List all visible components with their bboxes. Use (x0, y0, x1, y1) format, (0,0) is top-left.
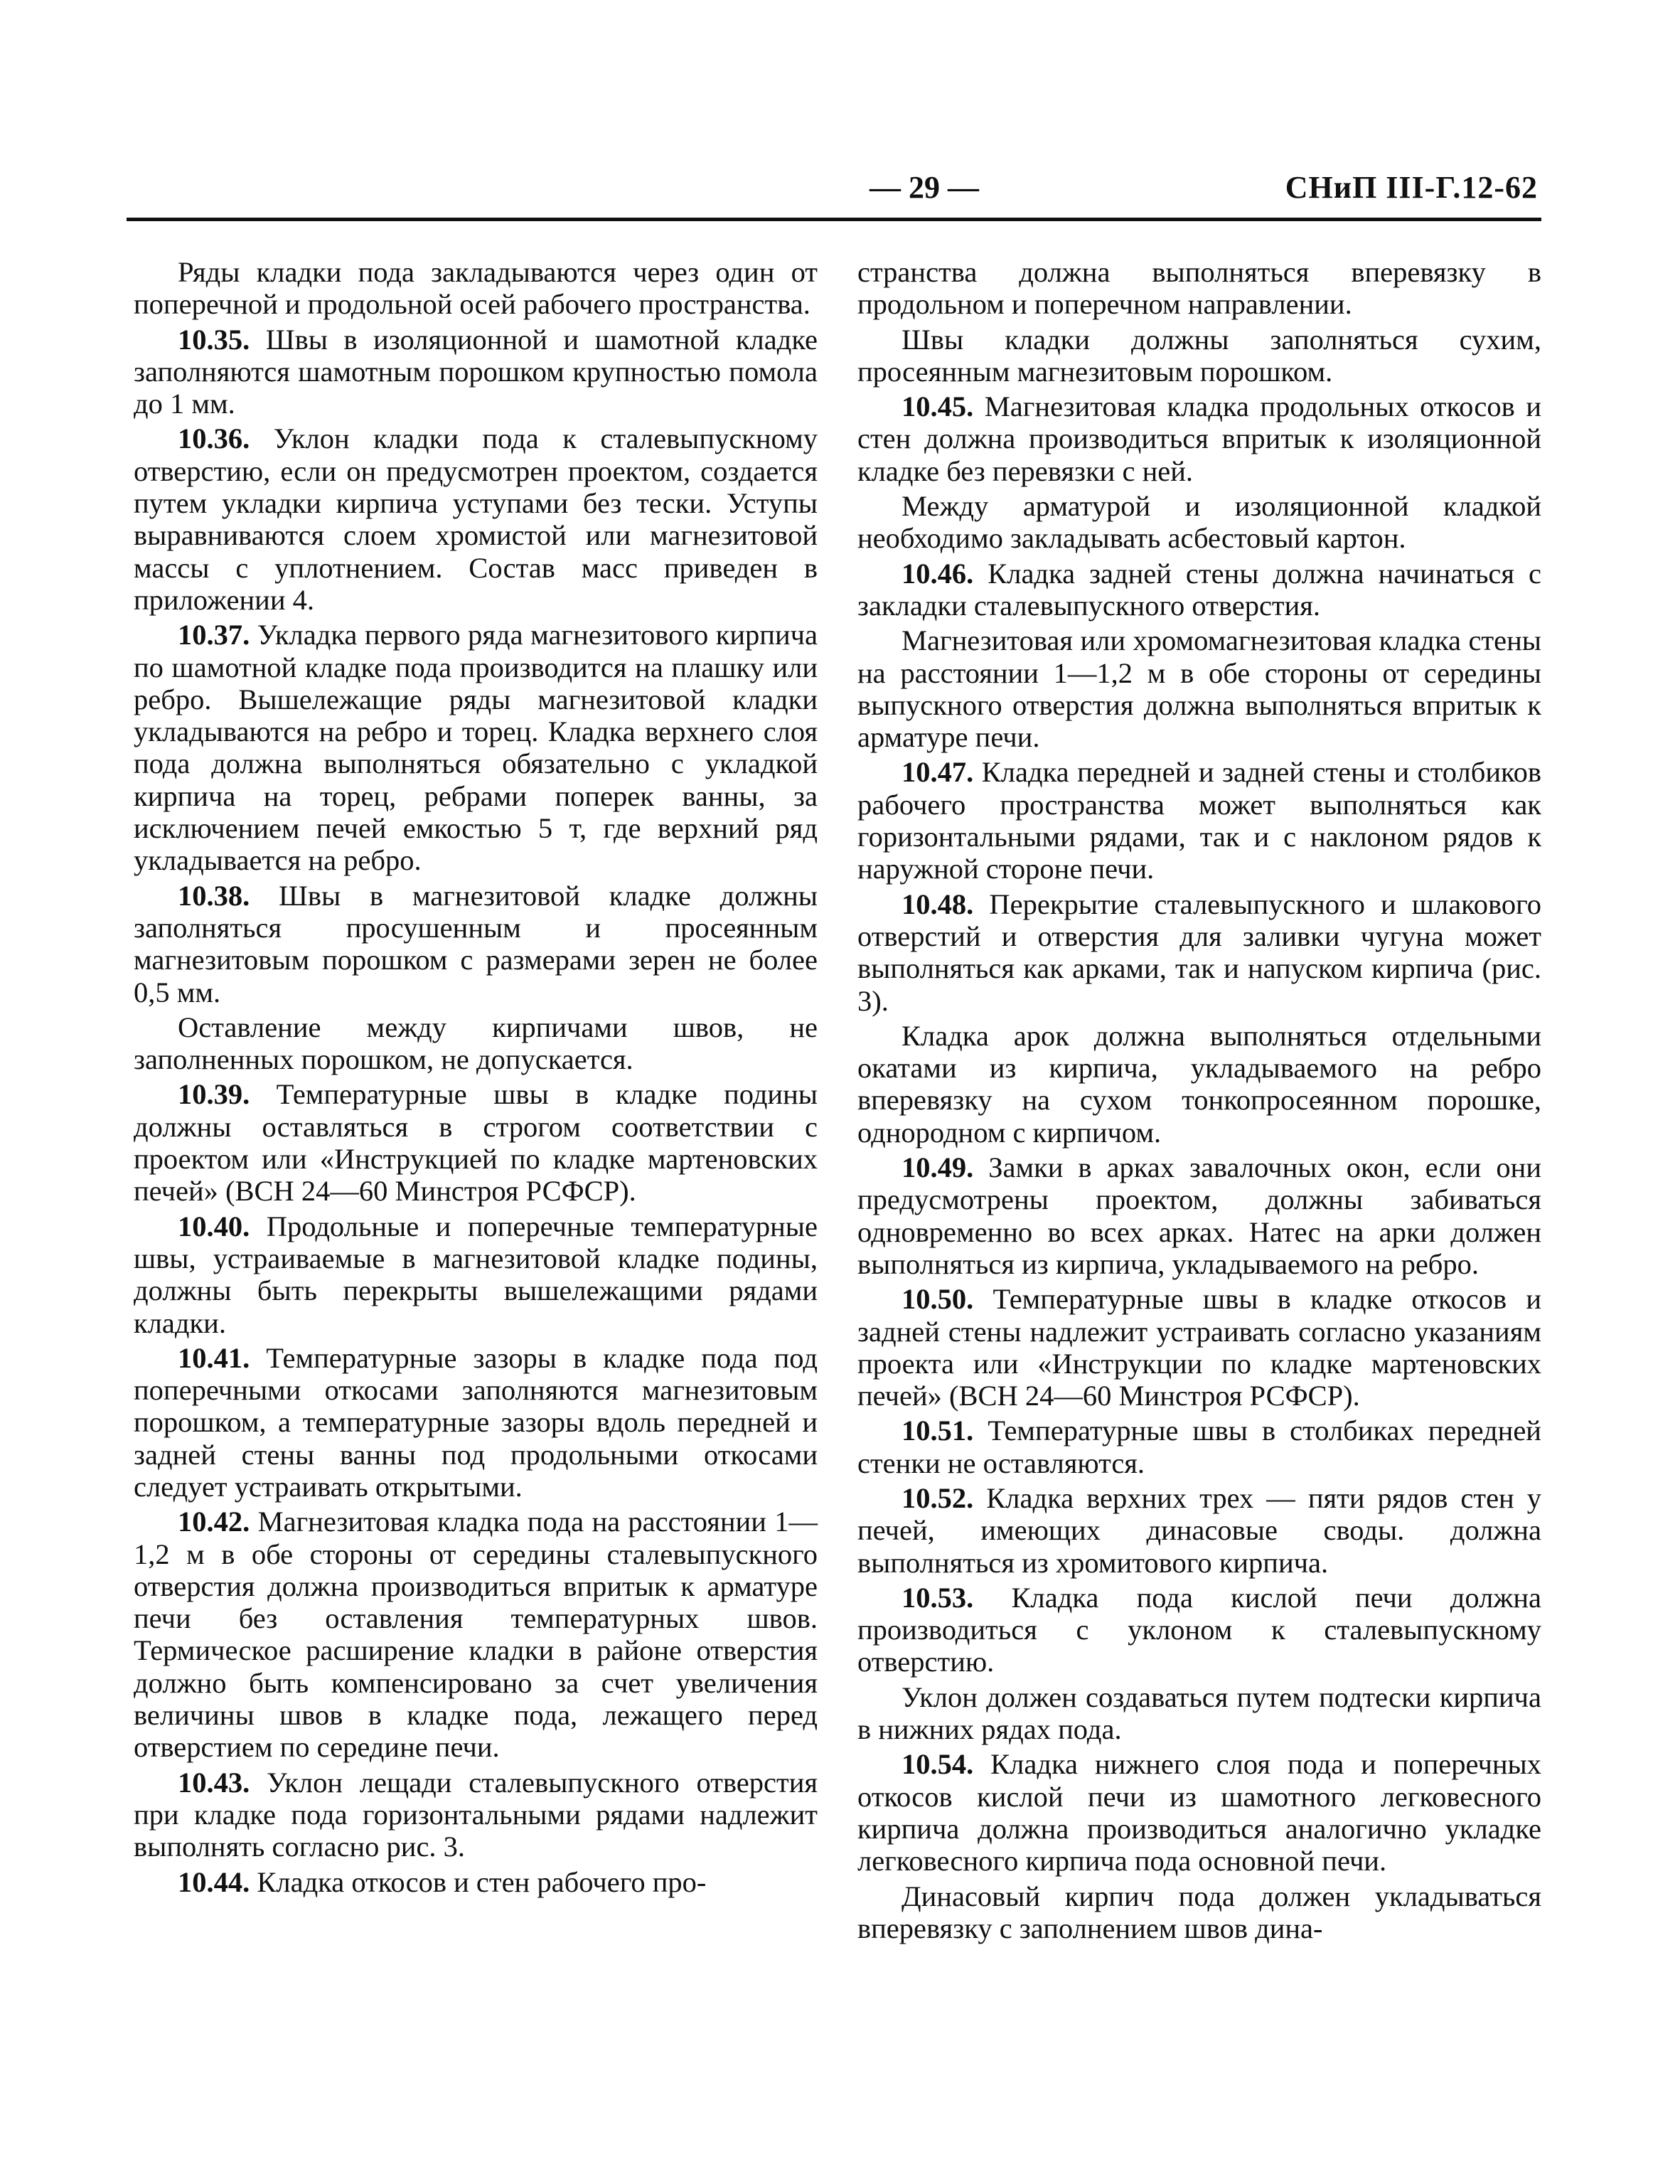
paragraph (134, 324, 818, 420)
paragraph-text: Кладка арок должна выполняться отдельными окатами из кирпича, укладываемого на ребро вперевязку на сухом тонкопросеянном порошке, однородном с кирпичом. (857, 1019, 1541, 1149)
paragraph-text: Магнезитовая кладка пода на расстоянии 1—1,2 м в обе стороны от середины сталевыпускного отверстия должна производиться впритык к арматуре печи без оставления температурных швов. Термическое расширение кладки в районе отверстия должно быть компенсировано за счет увеличения величины швов в кладке пода, лежащего перед отверстием по середине печи. (134, 1506, 818, 1764)
paragraph-text: Магнезитовая кладка продольных откосов и стен должна производиться впритык к изоляционной кладке без перевязки с ней. (857, 390, 1541, 487)
clause-number: 10.40. (178, 1210, 250, 1242)
paragraph (857, 1020, 1541, 1149)
paragraph (134, 256, 818, 321)
paragraph (857, 1681, 1541, 1746)
paragraph-text: Кладка откосов и стен рабочего про- (250, 1865, 707, 1898)
paragraph-text: Продольные и поперечные температурные швы, устраиваемые в магнезитовой кладке подины, должны быть перекрыты вышележащими рядами кладки. (134, 1210, 818, 1339)
paragraph (134, 422, 818, 616)
paragraph (134, 1866, 818, 1898)
paragraph-text: Ряды кладки пода закладываются через один от поперечной и продольной осей рабочего пространства. (134, 256, 818, 321)
paragraph (134, 1767, 818, 1863)
clause-number: 10.51. (901, 1415, 974, 1447)
paragraph-text: Уклон должен создаваться путем подтески кирпича в нижних рядах пода. (857, 1680, 1541, 1746)
paragraph-text: странства должна выполняться вперевязку в продольном и поперечном направлении. (857, 256, 1541, 321)
paragraph (857, 1748, 1541, 1877)
page-number: — 29 — (870, 170, 979, 205)
header-rule (127, 218, 1541, 221)
paragraph (857, 624, 1541, 753)
paragraph-text: Динасовый кирпич пода должен укладываться вперевязку с заполнением швов дина- (857, 1880, 1541, 1944)
paragraph-text: Швы кладки должны заполняться сухим, просеянным магнезитовым порошком. (857, 323, 1541, 388)
page-header (127, 169, 1538, 219)
clause-number: 10.39. (178, 1078, 250, 1111)
paragraph-text: Кладка нижнего слоя пода и поперечных откосов кислой печи из шамотного легковесного кирпича должна производиться аналогично укладке легковесного кирпича пода основной печи. (857, 1748, 1541, 1877)
paragraph-text: Оставление между кирпичами швов, не заполненных порошком, не допускается. (134, 1011, 818, 1076)
document-code: СНиП III-Г.12-62 (1285, 170, 1538, 205)
paragraph (857, 490, 1541, 555)
paragraph-text: Кладка задней стены должна начинаться с закладки сталевыпускного отверстия. (857, 557, 1541, 622)
paragraph (134, 1210, 818, 1339)
paragraph (857, 256, 1541, 321)
clause-number: 10.42. (178, 1506, 250, 1538)
clause-number: 10.49. (901, 1151, 974, 1184)
paragraph-text: Укладка первого ряда магнезитового кирпича по шамотной кладке пода производится на плашку или ребро. Вышележащие ряды магнезитовой кладки укладываются на ребро и торец. Кладка верхнего слоя пода должна выполняться обязательно с укладкой кирпича на торец, ребрами поперек ванны, за исключением печей емкостью 5 т, где верхний ряд укладывается на ребро. (134, 619, 818, 877)
clause-number: 10.53. (901, 1581, 974, 1614)
paragraph-text: Магнезитовая или хромомагнезитовая кладка стены на расстоянии 1—1,2 м в обе стороны от середины выпускного отверстия должна выполняться впритык к арматуре печи. (857, 624, 1541, 754)
paragraph (134, 880, 818, 1008)
paragraph-text: Замки в арках завалочных окон, если они предусмотрены проектом, должны забиваться одновременно во всех арках. Натес на арки должен выполняться из кирпича, укладываемого на ребро. (857, 1151, 1541, 1280)
clause-number: 10.43. (178, 1766, 250, 1799)
clause-number: 10.41. (178, 1341, 250, 1374)
paragraph (134, 1342, 818, 1503)
paragraph (134, 1506, 818, 1763)
paragraph-text: Кладка верхних трех — пяти рядов стен у печей, имеющих динасовые своды. должна выполняться из хромитового кирпича. (857, 1481, 1541, 1579)
paragraph-text: Температурные швы в кладке подины должны оставляться в строгом соответствии с проектом или «Инструкцией по кладке мартеновских печей» (ВСН 24—60 Минстроя РСФСР). (134, 1078, 818, 1208)
paragraph (134, 619, 818, 876)
paragraph-text: Температурные зазоры в кладке пода под поперечными откосами заполняются магнезитовым порошком, а температурные зазоры вдоль передней и задней стены ванны под продольными откосами следует устраивать открытыми. (134, 1341, 818, 1503)
clause-number: 10.38. (178, 879, 250, 912)
paragraph-text: Температурные швы в кладке откосов и задней стены надлежит устраивать согласно указаниям проекта или «Инструкции по кладке мартеновских печей» (ВСН 24—60 Минстроя РСФСР). (857, 1283, 1541, 1412)
clause-number: 10.48. (901, 888, 974, 920)
clause-number: 10.44. (178, 1865, 250, 1898)
paragraph (857, 1151, 1541, 1280)
paragraph (857, 888, 1541, 1017)
clause-number: 10.54. (901, 1748, 974, 1781)
paragraph (857, 1582, 1541, 1678)
paragraph-text: Швы в магнезитовой кладке должны заполняться просушенным и просеянным магнезитовым порошком с размерами зерен не более 0,5 мм. (134, 879, 818, 1008)
clause-number: 10.36. (178, 422, 250, 455)
clause-number: 10.50. (901, 1283, 974, 1316)
left-column (134, 256, 818, 1898)
paragraph-text: Кладка пода кислой печи должна производиться с уклоном к сталевыпускному отверстию. (857, 1581, 1541, 1678)
clause-number: 10.35. (178, 323, 250, 356)
paragraph (857, 324, 1541, 388)
paragraph (857, 1880, 1541, 1945)
paragraph (857, 1283, 1541, 1412)
paragraph (857, 558, 1541, 622)
paragraph (134, 1078, 818, 1207)
paragraph (857, 756, 1541, 885)
paragraph-text: Уклон лещади сталевыпускного отверстия при кладке пода горизонтальными рядами надлежит выполнять согласно рис. 3. (134, 1766, 818, 1863)
paragraph (857, 1415, 1541, 1479)
paragraph-text: Перекрытие сталевыпускного и шлакового отверстий и отверстия для заливки чугуна может выполняться как арками, так и напуском кирпича (рис. 3). (857, 888, 1541, 1017)
clause-number: 10.47. (901, 756, 974, 789)
paragraph (857, 1482, 1541, 1579)
clause-number: 10.45. (901, 390, 974, 423)
paragraph-text: Швы в изоляционной и шамотной кладке заполняются шамотным порошком крупностью помола до 1 мм. (134, 323, 818, 420)
paragraph-text: Между арматурой и изоляционной кладкой необходимо закладывать асбестовый картон. (857, 490, 1541, 555)
right-column (857, 256, 1541, 1944)
paragraph-text: Температурные швы в столбиках передней стенки не оставляются. (857, 1415, 1541, 1479)
clause-number: 10.52. (901, 1481, 974, 1514)
paragraph-text: Кладка передней и задней стены и столбиков рабочего пространства может выполняться как горизонтальными рядами, так и с наклоном рядов к наружной стороне печи. (857, 756, 1541, 885)
clause-number: 10.37. (178, 619, 250, 651)
paragraph-text: Уклон кладки пода к сталевыпускному отверстию, если он предусмотрен проектом, создается путем укладки кирпича уступами без тески. Уступы выравниваются слоем хромистой или магнезитовой массы с уплотнением. Состав масс приведен в приложении 4. (134, 422, 818, 616)
paragraph (134, 1011, 818, 1076)
clause-number: 10.46. (901, 557, 974, 590)
paragraph (857, 390, 1541, 487)
